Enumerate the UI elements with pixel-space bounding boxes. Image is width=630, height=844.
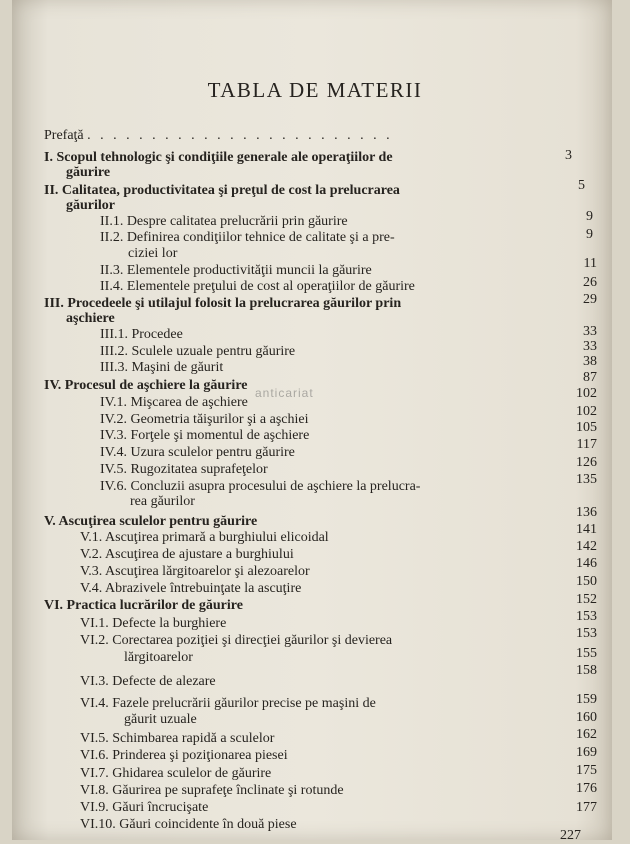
- toc-chapter-3: III. Procedeele şi utilajul folosit la prelucrarea găurilor prin: [44, 296, 402, 311]
- toc-section: IV.2. Geometria tăişurilor şi a aşchiei: [100, 412, 309, 427]
- toc-page-number: 162: [576, 727, 597, 742]
- toc-page-number: 33: [583, 324, 597, 339]
- toc-page-number: 11: [583, 256, 597, 271]
- toc-page-number: 136: [576, 505, 597, 520]
- toc-page-number: 142: [576, 539, 597, 554]
- toc-section: V.2. Ascuţirea de ajustare a burghiului: [80, 547, 294, 562]
- toc-entry-prefata: [44, 128, 393, 144]
- toc-page-number: 9: [586, 209, 593, 224]
- toc-section: II.1. Despre calitatea prelucrării prin găurire: [100, 214, 348, 229]
- toc-entry-text: Prefaţă: [44, 128, 84, 143]
- toc-section: V.3. Ascuţirea lărgitoarelor şi alezoarelor: [80, 564, 310, 579]
- toc-page-number: 141: [576, 522, 597, 537]
- toc-section: II.3. Elementele productivităţii muncii la găurire: [100, 263, 372, 278]
- toc-section: IV.4. Uzura sculelor pentru găurire: [100, 445, 295, 460]
- toc-section: IV.5. Rugozitatea suprafeţelor: [100, 462, 268, 477]
- toc-section: VI.1. Defecte la burghiere: [80, 616, 227, 631]
- toc-page-number: 87: [583, 370, 597, 385]
- toc-chapter-2-cont: găurilor: [66, 198, 115, 213]
- toc-section-cont: rea găurilor: [130, 494, 195, 509]
- toc-section-cont: ciziei lor: [128, 246, 178, 261]
- toc-section-cont: lărgitoarelor: [124, 650, 193, 665]
- toc-page-number: 155: [576, 646, 597, 661]
- toc-chapter-5: V. Ascuţirea sculelor pentru găurire: [44, 514, 258, 529]
- toc-page-number: 38: [583, 354, 597, 369]
- toc-section-cont: găurit uzuale: [124, 712, 197, 727]
- toc-section: IV.3. Forţele şi momentul de aşchiere: [100, 428, 310, 443]
- toc-section: III.1. Procedee: [100, 327, 183, 342]
- toc-section: VI.5. Schimbarea rapidă a sculelor: [80, 731, 275, 746]
- toc-page-number: 158: [576, 663, 597, 678]
- toc-page-number: 3: [565, 148, 572, 163]
- toc-chapter-3-cont: aşchiere: [66, 311, 115, 326]
- toc-section: VI.2. Corectarea poziţiei şi direcţiei găurilor şi devierea: [80, 633, 393, 648]
- toc-chapter-6: VI. Practica lucrărilor de găurire: [44, 598, 243, 613]
- toc-page-number: 146: [576, 556, 597, 571]
- toc-page-number: 126: [576, 455, 597, 470]
- toc-page-number: 117: [576, 437, 597, 452]
- toc-section: VI.4. Fazele prelucrării găurilor precise pe maşini de: [80, 696, 376, 711]
- watermark: anticariat: [255, 386, 314, 400]
- toc-page-number: 105: [576, 420, 597, 435]
- toc-page-number: 160: [576, 710, 597, 725]
- toc-page-number: 29: [583, 292, 597, 307]
- toc-page-number: 150: [576, 574, 597, 589]
- toc-section: III.3. Maşini de găurit: [100, 360, 224, 375]
- toc-page-number: 26: [583, 275, 597, 290]
- toc-page-number: 102: [576, 404, 597, 419]
- toc-section: VI.6. Prinderea şi poziţionarea piesei: [80, 748, 288, 763]
- leader-dots: . . . . . . . . . . . . . . . . . . . . . . . .: [87, 128, 393, 143]
- toc-page-number: 159: [576, 692, 597, 707]
- toc-section: VI.8. Găurirea pe suprafeţe înclinate şi rotunde: [80, 783, 344, 798]
- toc-section: V.1. Ascuţirea primară a burghiului elicoidal: [80, 530, 329, 545]
- toc-page-number: 169: [576, 745, 597, 760]
- toc-page-number: 153: [576, 609, 597, 624]
- toc-page-number: 102: [576, 386, 597, 401]
- toc-chapter-4: IV. Procesul de aşchiere la găurire: [44, 378, 248, 393]
- toc-page-number: 175: [576, 763, 597, 778]
- folio-page-number: 227: [560, 828, 581, 843]
- toc-section: VI.10. Găuri coincidente în două piese: [80, 817, 297, 832]
- toc-page-number: 176: [576, 781, 597, 796]
- toc-page-number: 135: [576, 472, 597, 487]
- toc-section: VI.7. Ghidarea sculelor de găurire: [80, 766, 272, 781]
- toc-chapter-1-cont: găurire: [66, 165, 111, 180]
- toc-section: II.4. Elementele preţului de cost al operaţiilor de găurire: [100, 279, 415, 294]
- toc-chapter-1: I. Scopul tehnologic şi condiţiile generale ale operaţiilor de: [44, 150, 393, 165]
- toc-page-number: 152: [576, 592, 597, 607]
- toc-section: III.2. Sculele uzuale pentru găurire: [100, 344, 296, 359]
- toc-page-number: 5: [578, 178, 585, 193]
- toc-section: VI.3. Defecte de alezare: [80, 674, 216, 689]
- toc-section: II.2. Definirea condiţiilor tehnice de calitate şi a pre-: [100, 230, 395, 245]
- toc-section: VI.9. Găuri încrucişate: [80, 800, 209, 815]
- toc-page-number: 177: [576, 800, 597, 815]
- toc-section: V.4. Abrazivele întrebuinţate la ascuţire: [80, 581, 302, 596]
- page-title: TABLA DE MATERII: [207, 78, 423, 102]
- toc-page-number: 153: [576, 626, 597, 641]
- toc-chapter-2: II. Calitatea, productivitatea şi preţul de cost la prelucrarea: [44, 183, 400, 198]
- toc-section: IV.1. Mişcarea de aşchiere: [100, 395, 248, 410]
- toc-page-number: 9: [586, 227, 593, 242]
- toc-page-number: 33: [583, 339, 597, 354]
- toc-section: IV.6. Concluzii asupra procesului de aşchiere la prelucra-: [100, 479, 421, 494]
